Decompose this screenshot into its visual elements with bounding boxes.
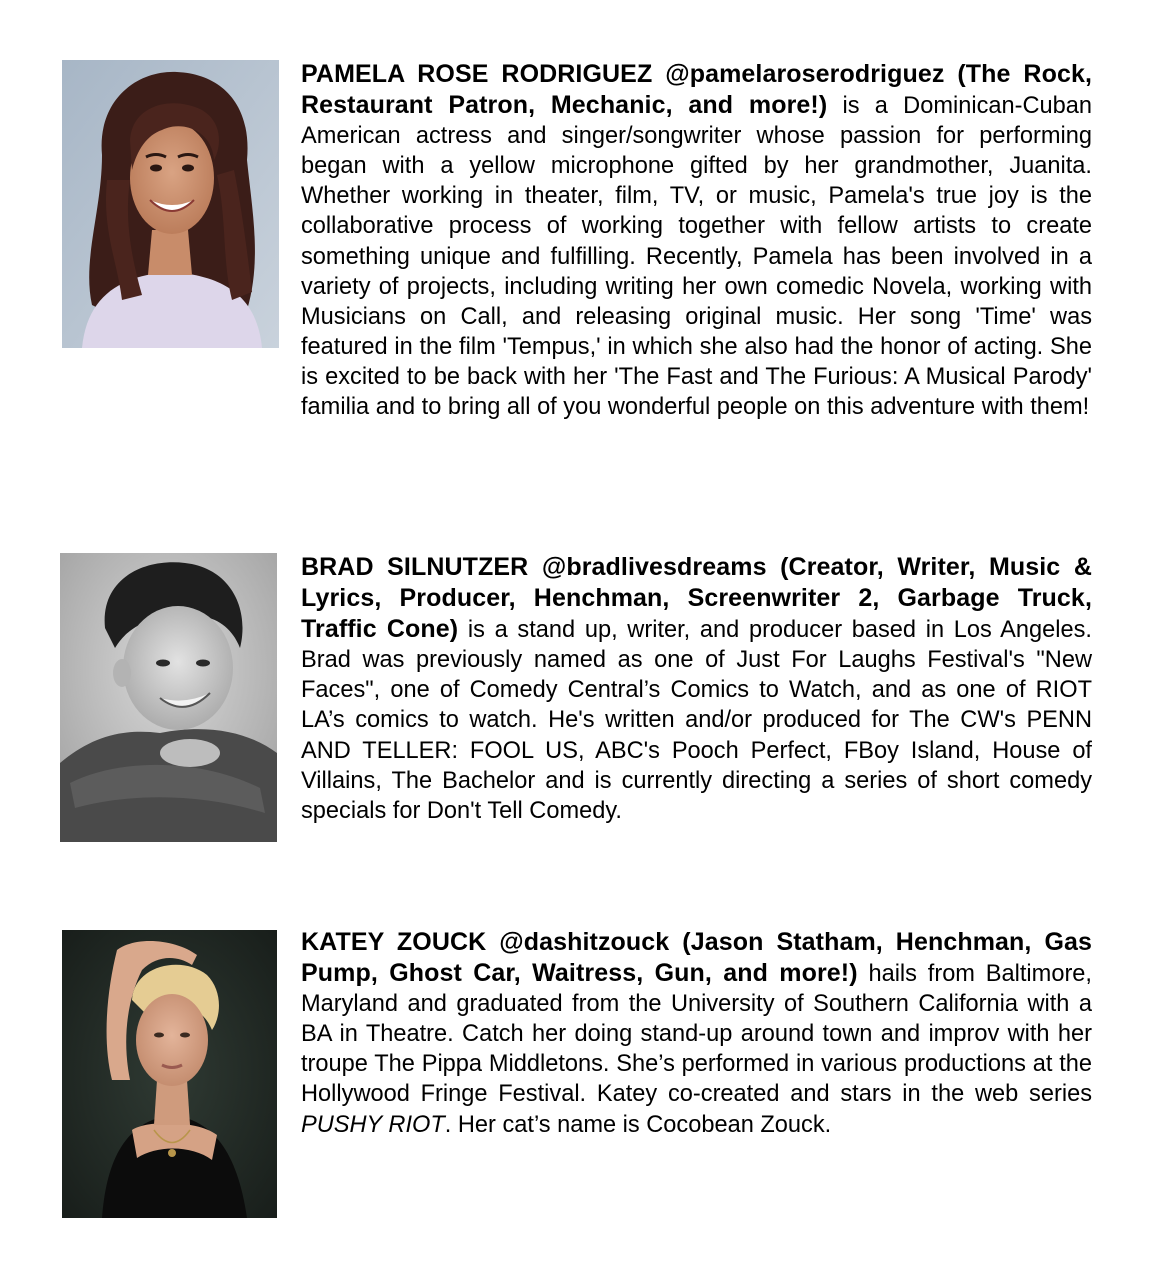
- headshot-smiling-woman-icon: [62, 60, 279, 348]
- bio-name-header: PAMELA ROSE RODRIGUEZ @pamelaroserodriguez (The Rock, Restaurant Patron, Mechanic, and more!): [301, 60, 1092, 120]
- bio-body-italic-title: PUSHY RIOT: [301, 1111, 445, 1138]
- bio-text-pamela: [301, 59, 1092, 422]
- headshot-photo-pamela: [62, 60, 279, 348]
- bio-body: hails from Baltimore, Maryland and graduated from the University of Southern California with a BA in Theatre. Catch her doing stand-up around town and improv with her troupe The Pippa Middletons. She’s performed in various productions at the Hollywood Fringe Festival. Katey co-created and stars in the web series: [301, 961, 1092, 1108]
- bio-text-katey: [301, 927, 1092, 1140]
- bio-text-brad: [301, 552, 1092, 826]
- bio-body: is a stand up, writer, and producer based in Los Angeles. Brad was previously named as one of Just For Laughs Festival's "New Faces", one of Comedy Central’s Comics to Watch, and as one of RIOT LA’s comics to watch. He's written and/or produced for The CW's PENN AND TELLER: FOOL US, ABC's Pooch Perfect, FBoy Island, House of Villains, The Bachelor and is currently directing a series of short comedy specials for Don't Tell Comedy.: [301, 617, 1092, 824]
- headshot-black-and-white-boy-icon: [60, 553, 277, 842]
- headshot-photo-katey: [62, 930, 277, 1218]
- bio-body: is a Dominican-Cuban American actress and singer/songwriter whose passion for performing began with a yellow microphone gifted by her grandmother, Juanita. Whether working in theater, film, TV, or music, Pamela's true joy is the collaborative process of working together with fellow artists to create something unique and fulfilling. Recently, Pamela has been involved in a variety of projects, including writing her own comedic Novela, working with Musicians on Call, and releasing original music. Her song 'Time' was featured in the film 'Tempus,' in which she also had the honor of acting. She is excited to be back with her 'The Fast and The Furious: A Musical Parody' familia and to bring all of you wonderful people on this adventure with them!: [301, 93, 1093, 421]
- headshot-blonde-woman-icon: [62, 930, 277, 1218]
- bio-name-header: KATEY ZOUCK @dashitzouck (Jason Statham, Henchman, Gas Pump, Ghost Car, Waitress, Gun, and more!): [301, 928, 1092, 988]
- bio-name-header: BRAD SILNUTZER @bradlivesdreams (Creator, Writer, Music & Lyrics, Producer, Henchman, Screenwriter 2, Garbage Truck, Traffic Cone): [301, 553, 1092, 644]
- headshot-photo-brad: [60, 553, 277, 842]
- bio-body: . Her cat’s name is Cocobean Zouck.: [444, 1111, 832, 1138]
